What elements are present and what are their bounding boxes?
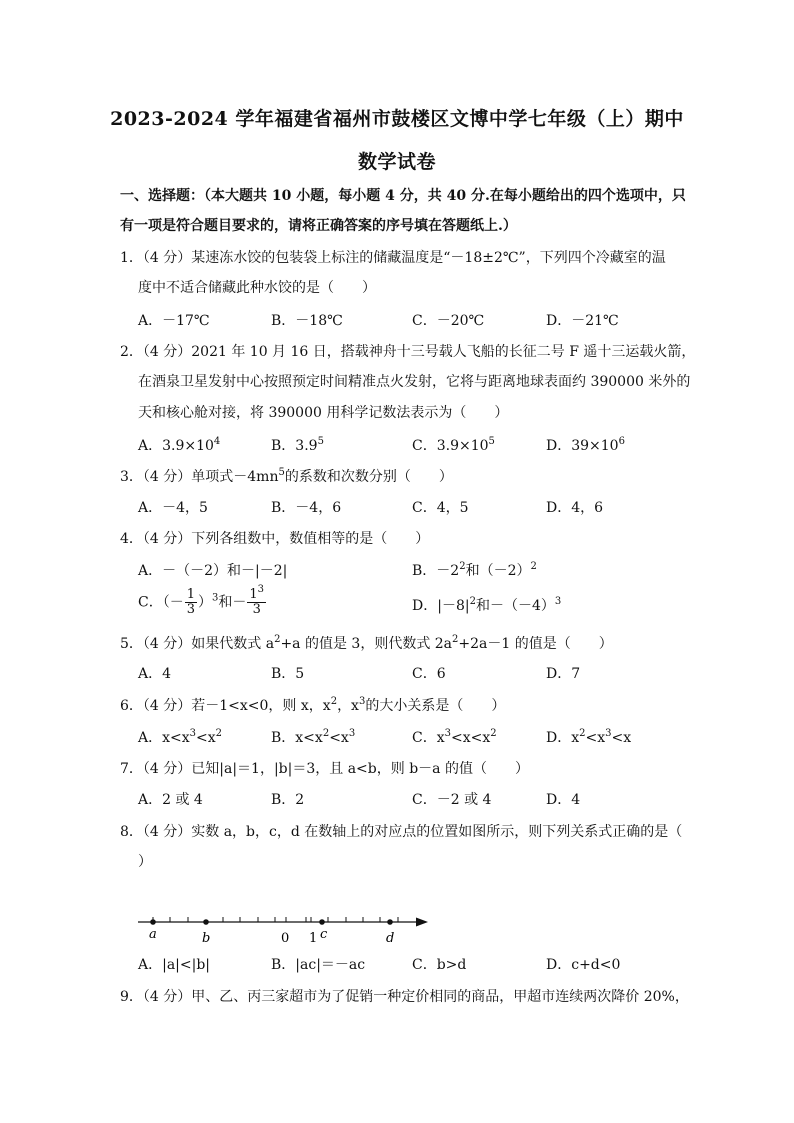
q6-option-a: A．$x<x^3<x^2$: [138, 728, 223, 746]
q6-option-d: D．$x^2<x^3<x$: [546, 728, 632, 746]
q4-option-c: C．（－ $\frac{1}{3}$ ）$^3$和－ $\frac{1^3}{3}$: [138, 584, 265, 617]
q7-option-d: D．4: [546, 792, 581, 808]
q3-stem: 3．（4 分）单项式$-4mn^5$的系数和次数分别（ ）: [120, 467, 453, 485]
q6-option-c: C．$x^3<x<x^2$: [412, 728, 497, 746]
label-b: b: [202, 931, 211, 946]
q1-stem-line2: 度中不适合储藏此种水饺的是（ ）: [138, 280, 376, 296]
q3-option-c: C．4，5: [412, 500, 469, 516]
q2-option-a: A．$3.9\times 10^4$: [138, 436, 221, 454]
q4-option-a: A．－（－2）和－|－2|: [138, 563, 288, 579]
point-b: [203, 919, 209, 925]
label-c: c: [320, 927, 328, 942]
q3-option-b: B．－4，6: [271, 500, 342, 516]
q5-option-b: B．5: [271, 666, 305, 682]
point-d: [387, 919, 393, 925]
fraction-one-cubed-over-three: $\frac{1^3}{3}$: [249, 584, 265, 617]
q1-stem-line1: 1．（4 分）某速冻水饺的包装袋上标注的储藏温度是“－18±2℃”，下列四个冷藏室的温: [120, 250, 666, 266]
q7-option-b: B．2: [271, 792, 305, 808]
q7-option-c: C．－2 或 4: [412, 792, 492, 808]
q8-option-b: B．|ac|＝－ac: [271, 957, 366, 973]
q4-option-b: B．$-2^2$和$(-2)^2$: [412, 561, 537, 579]
q1-option-b: B．－18℃: [271, 313, 343, 329]
q8-stem-line1: 8．（4 分）实数 a，b，c，d 在数轴上的对应点的位置如图所示，则下列关系式正确的是（: [120, 824, 683, 840]
q9-stem-line1: 9．（4 分）甲、乙、丙三家超市为了促销一种定价相同的商品，甲超市连续两次降价 20%，: [120, 989, 689, 1005]
number-line-ticks: [153, 917, 398, 922]
section-heading-line2: 有一项是符合题目要求的，请将正确答案的序号填在答题纸上.）: [120, 218, 517, 234]
q6-option-b: B．$x<x^2<x^3$: [271, 728, 356, 746]
q8-option-c: C．b>d: [412, 957, 467, 973]
q2-option-c: C．$3.9\times 10^5$: [412, 436, 495, 454]
q2-stem-line2: 在酒泉卫星发射中心按照预定时间精准点火发射，它将与距离地球表面约 390000 米外的: [138, 374, 691, 390]
q7-stem: 7．（4 分）已知|a|＝1，|b|＝3，且 a<b，则 b－a 的值（ ）: [120, 761, 529, 777]
q2-stem-line1: 2．（4 分）2021 年 10 月 16 日，搭载神舟十三号载人飞船的长征二号 F 遥十三运载火箭，: [120, 344, 696, 360]
fraction-one-third: $\frac{1}{3}$: [186, 587, 195, 617]
q1-option-d: D．－21℃: [546, 313, 619, 329]
q6-stem: 6．（4 分）若－1<x<0，则 x，$x^2$，$x^3$的大小关系是（ ）: [120, 696, 506, 714]
exam-title-line2: 数学试卷: [357, 151, 436, 173]
q4-stem: 4．（4 分）下列各组数中，数值相等的是（ ）: [120, 531, 430, 547]
q5-option-d: D．7: [546, 666, 581, 682]
label-a: a: [149, 927, 157, 942]
q1-option-a: A．－17℃: [138, 313, 210, 329]
q4-option-d: D．$|-8|^2$和$-(-4)^3$: [412, 596, 562, 614]
label-one: 1: [309, 931, 318, 946]
q7-option-a: A．2 或 4: [138, 792, 203, 808]
number-line-arrowhead: [416, 918, 428, 927]
point-c: [319, 919, 325, 925]
exam-title-line1: 2023-2024 学年福建省福州市鼓楼区文博中学七年级（上）期中: [110, 108, 684, 130]
q8-option-d: D．c+d<0: [546, 957, 621, 973]
q8-option-a: A．|a|<|b|: [138, 957, 211, 973]
label-d: d: [386, 931, 395, 946]
q8-stem-line2: ）: [138, 854, 152, 870]
q5-option-a: A．4: [138, 666, 172, 682]
q2-option-b: B．$3.9^5$: [271, 436, 324, 454]
section-heading-line1: 一、选择题：（本大题共 10 小题，每小题 4 分，共 40 分.在每小题给出的四个选项中，只: [120, 188, 686, 204]
q1-option-c: C．－20℃: [412, 313, 485, 329]
q3-option-a: A．－4，5: [138, 500, 208, 516]
q3-option-d: D．4，6: [546, 500, 604, 516]
label-zero: 0: [281, 931, 290, 946]
q2-option-d: D．$39\times 10^6$: [546, 436, 625, 454]
number-line-figure: [136, 904, 436, 948]
point-a: [150, 919, 156, 925]
q5-stem: 5．（4 分）如果代数式 $a^2+a$ 的值是 3，则代数式 $2a^2+2a-1$ 的值是（ ）: [120, 634, 613, 652]
q2-stem-line3: 天和核心舱对接，将 390000 用科学记数法表示为（ ）: [138, 405, 509, 421]
q5-option-c: C．6: [412, 666, 446, 682]
